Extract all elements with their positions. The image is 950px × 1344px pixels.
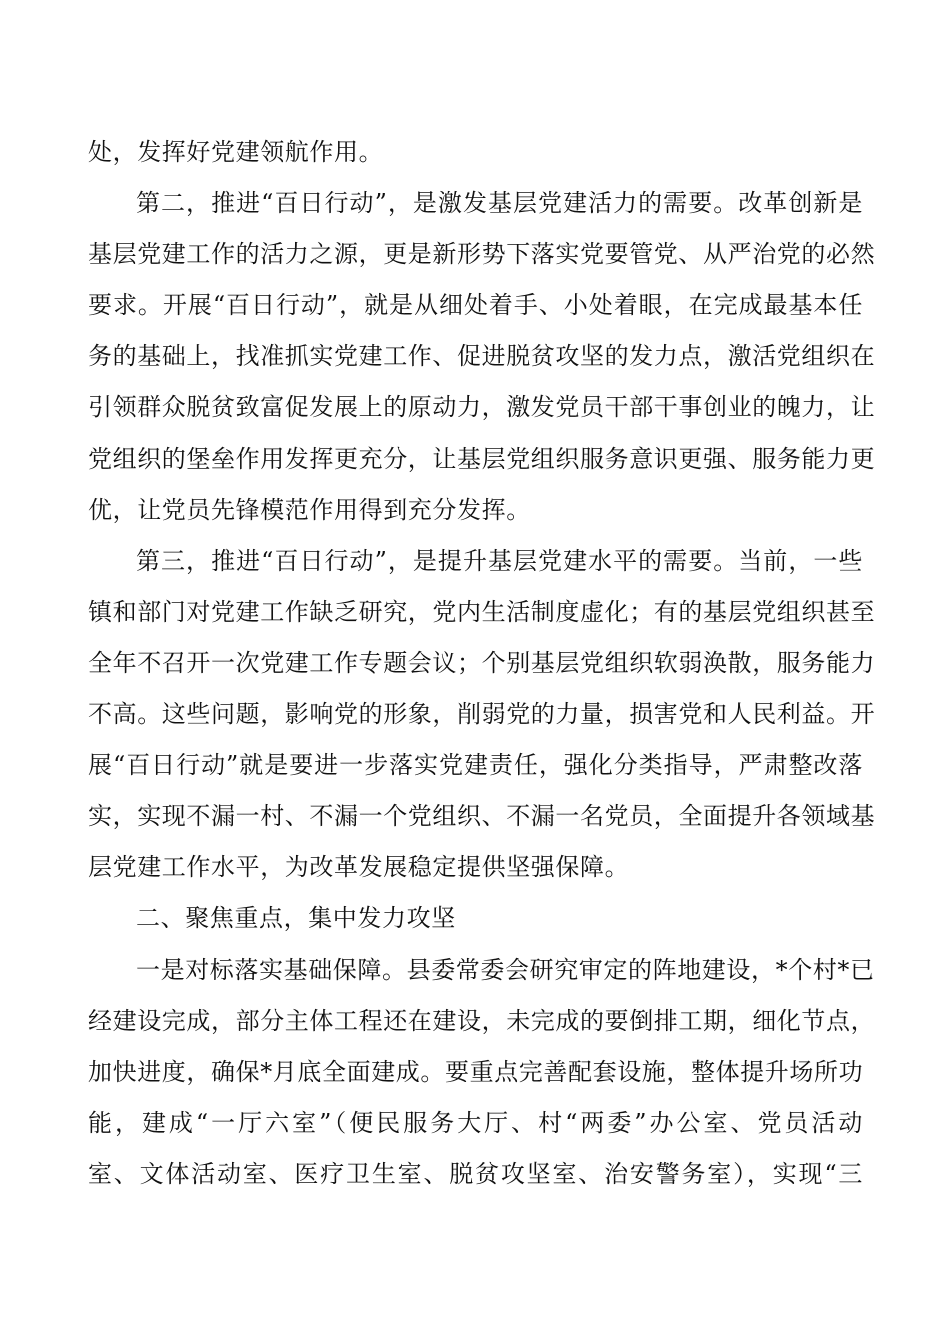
text-line: 经建设完成，部分主体工程还在建设，未完成的要倒排工期，细化节点， — [88, 1006, 876, 1035]
document-body — [88, 127, 876, 1200]
text-line: 基层党建工作的活力之源，更是新形势下落实党要管党、从严治党的必然 — [88, 240, 876, 269]
text-line: 层党建工作水平，为改革发展稳定提供坚强保障。 — [88, 853, 630, 882]
paragraph-start-line: 第三，推进“百日行动”，是提升基层党建水平的需要。当前，一些 — [136, 546, 863, 575]
text-line: 展“百日行动”就是要进一步落实党建责任，强化分类指导，严肃整改落 — [88, 751, 863, 780]
text-line: 能，建成“一厅六室”（便民服务大厅、村“两委”办公室、党员活动 — [88, 1108, 863, 1137]
text-line: 实，实现不漏一村、不漏一个党组织、不漏一名党员，全面提升各领域基 — [88, 802, 876, 831]
text-line: 不高。这些问题，影响党的形象，削弱党的力量，损害党和人民利益。开 — [88, 700, 876, 729]
text-line: 优，让党员先锋模范作用得到充分发挥。 — [88, 495, 531, 524]
section-heading: 二、聚焦重点，集中发力攻坚 — [136, 904, 456, 933]
text-line: 务的基础上，找准抓实党建工作、促进脱贫攻坚的发力点，激活党组织在 — [88, 342, 876, 371]
text-line: 全年不召开一次党建工作专题会议；个别基层党组织软弱涣散，服务能力 — [88, 648, 876, 677]
text-line: 加快进度，确保*月底全面建成。要重点完善配套设施，整体提升场所功 — [88, 1057, 864, 1086]
text-line: 室、文体活动室、医疗卫生室、脱贫攻坚室、治安警务室），实现“三 — [88, 1159, 863, 1188]
text-line: 引领群众脱贫致富促发展上的原动力，激发党员干部干事创业的魄力，让 — [88, 393, 876, 422]
paragraph-start-line: 第二，推进“百日行动”，是激发基层党建活力的需要。改革创新是 — [136, 189, 863, 218]
text-line: 党组织的堡垒作用发挥更充分，让基层党组织服务意识更强、服务能力更 — [88, 444, 876, 473]
text-line: 镇和部门对党建工作缺乏研究，党内生活制度虚化；有的基层党组织甚至 — [88, 597, 876, 626]
paragraph-start-line: 一是对标落实基础保障。县委常委会研究审定的阵地建设，*个村*已 — [136, 955, 875, 984]
text-line: 要求。开展“百日行动”，就是从细处着手、小处着眼，在完成最基本任 — [88, 291, 863, 320]
text-line: 处，发挥好党建领航作用。 — [88, 138, 384, 166]
